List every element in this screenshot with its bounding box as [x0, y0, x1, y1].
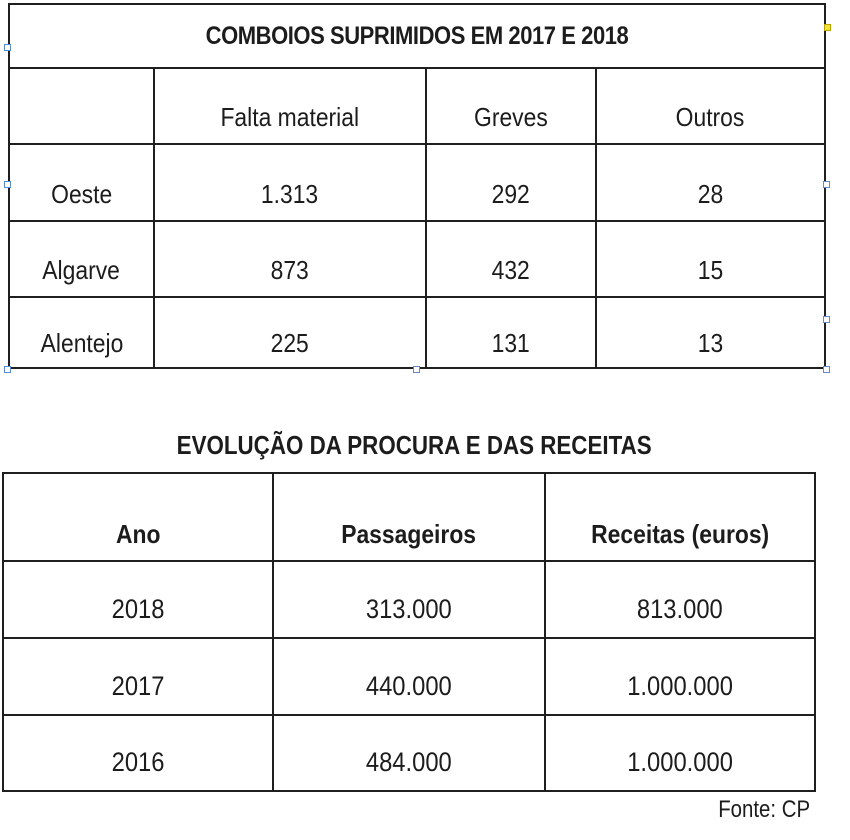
selection-handle[interactable] — [823, 181, 830, 188]
row-label: Alentejo — [10, 298, 155, 369]
row-label: Oeste — [10, 145, 155, 222]
table-cell: 2016 — [4, 716, 274, 790]
table-cell: 2018 — [4, 562, 274, 639]
source-note: Fonte: CP — [718, 796, 810, 823]
demand-revenue-table — [2, 472, 816, 792]
selection-handle[interactable] — [824, 24, 831, 31]
header-cell: Passageiros — [274, 474, 546, 562]
selection-handle[interactable] — [413, 366, 420, 373]
selection-handle[interactable] — [4, 366, 11, 373]
table-cell: 484.000 — [274, 716, 546, 790]
selection-handle[interactable] — [823, 366, 830, 373]
header-cell — [10, 69, 155, 145]
table-cell: 440.000 — [274, 639, 546, 716]
suppressed-trains-table — [8, 3, 826, 369]
table-cell: 15 — [597, 222, 824, 298]
table-cell: 292 — [427, 145, 597, 222]
row-label: Algarve — [10, 222, 155, 298]
table-cell: 28 — [597, 145, 824, 222]
table-cell: 873 — [155, 222, 427, 298]
header-cell: Receitas (euros) — [546, 474, 814, 562]
table-cell: 813.000 — [546, 562, 814, 639]
table-cell: 1.313 — [155, 145, 427, 222]
table-cell: 432 — [427, 222, 597, 298]
header-cell: Greves — [427, 69, 597, 145]
section-title: EVOLUÇÃO DA PROCURA E DAS RECEITAS — [176, 429, 652, 460]
table-cell: 313.000 — [274, 562, 546, 639]
table-cell: 1.000.000 — [627, 747, 733, 777]
table-cell: 2017 — [4, 639, 274, 716]
table-grid — [10, 67, 824, 369]
selection-handle[interactable] — [4, 181, 11, 188]
table-cell: 131 — [427, 298, 597, 369]
table-title: COMBOIOS SUPRIMIDOS EM 2017 E 2018 — [205, 21, 629, 50]
table-cell: 225 — [155, 298, 427, 369]
header-cell: Outros — [597, 69, 824, 145]
table-cell: 13 — [697, 328, 724, 358]
header-cell: Falta material — [155, 69, 427, 145]
header-cell: Ano — [4, 474, 274, 562]
selection-handle[interactable] — [4, 44, 11, 51]
selection-handle[interactable] — [823, 316, 830, 323]
table-cell: 1.000.000 — [546, 639, 814, 716]
